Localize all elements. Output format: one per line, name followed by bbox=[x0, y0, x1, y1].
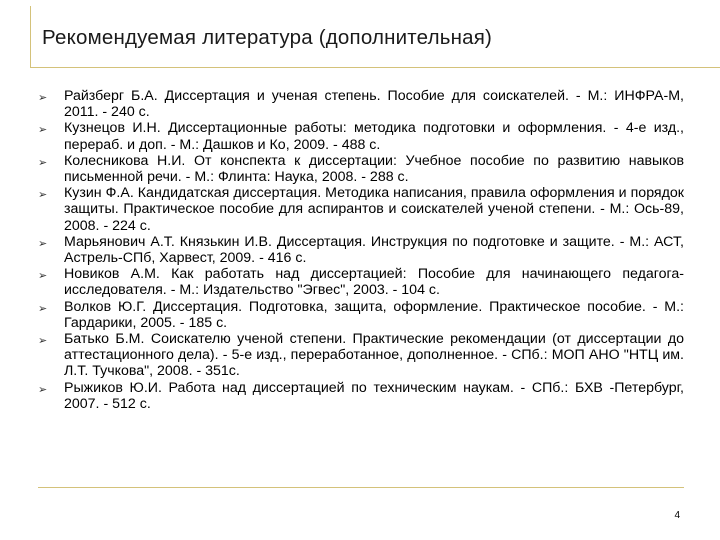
list-item bbox=[38, 299, 684, 331]
arrowhead-bullet-icon: ➢ bbox=[38, 92, 48, 104]
slide-title: Рекомендуемая литература (дополнительная) bbox=[42, 26, 493, 49]
list-item bbox=[38, 331, 684, 380]
arrowhead-bullet-icon: ➢ bbox=[38, 335, 48, 348]
list-item-text: Новиков А.М. Как работать над диссертацией: Пособие для начинающего педагога-исследователя. - М.: Издательство "Эгвес", 2003. - 104 с. bbox=[64, 266, 684, 299]
list-item-text: Рыжиков Ю.И. Работа над диссертацией по техническим наукам. - СПб.: БХВ -Петербург, 2007. - 512 с. bbox=[64, 379, 684, 412]
literature-list bbox=[38, 88, 684, 412]
list-item bbox=[38, 234, 684, 266]
list-item bbox=[38, 153, 684, 185]
arrowhead-bullet-icon: ➢ bbox=[38, 124, 48, 137]
arrowhead-bullet-icon: ➢ bbox=[38, 189, 48, 202]
list-item bbox=[38, 266, 684, 298]
arrowhead-bullet-icon: ➢ bbox=[38, 383, 48, 396]
list-item-text: Кузнецов И.Н. Диссертационные работы: методика подготовки и оформления. - 4-е изд., перераб. и доп. - М.: Дашков и Ко, 2009. - 488 с. bbox=[64, 120, 684, 153]
list-item-text: Батько Б.М. Соискателю ученой степени. Практические рекомендации (от диссертации до аттестационного дела). - 5-е изд., переработанное, дополненное. - СПб.: МОП АНО "НТЦ им. Л.Т. Тучкова", 2008. - 351с. bbox=[64, 331, 684, 380]
list-item-text: Райзберг Б.А. Диссертация и ученая степень. Пособие для соискателей. - М.: ИНФРА-М, 2011. - 240 с. bbox=[64, 88, 684, 121]
title-vertical-rule bbox=[30, 6, 31, 68]
list-item bbox=[38, 88, 684, 120]
list-item bbox=[38, 185, 684, 234]
list-item bbox=[38, 380, 684, 412]
list-item-text: Колесникова Н.И. От конспекта к диссертации: Учебное пособие по развитию навыков письменной речи. - М.: Флинта: Наука, 2008. - 288 с. bbox=[64, 152, 684, 186]
title-underline bbox=[30, 67, 720, 68]
list-item-text: Марьянович А.Т. Князькин И.В. Диссертация. Инструкция по подготовке и защите. - М.: АСТ, Астрель-СПб, Харвест, 2009. - 416 с. bbox=[64, 233, 684, 267]
arrowhead-bullet-icon: ➢ bbox=[38, 237, 48, 250]
list-item-text: Кузин Ф.А. Кандидатская диссертация. Методика написания, правила оформления и порядок защиты. Практическое пособие для аспирантов и соискателей ученой степени. - М.: Ось-89, 2008. - 224 с. bbox=[64, 185, 684, 234]
arrowhead-bullet-icon: ➢ bbox=[38, 156, 48, 169]
arrowhead-bullet-icon: ➢ bbox=[38, 302, 48, 315]
footer-rule bbox=[38, 487, 684, 488]
page-number: 4 bbox=[674, 510, 680, 521]
list-item bbox=[38, 120, 684, 152]
list-item-text: Волков Ю.Г. Диссертация. Подготовка, защита, оформление. Практическое пособие. - М.: Гардарики, 2005. - 185 с. bbox=[64, 298, 684, 331]
arrowhead-bullet-icon: ➢ bbox=[38, 270, 48, 283]
